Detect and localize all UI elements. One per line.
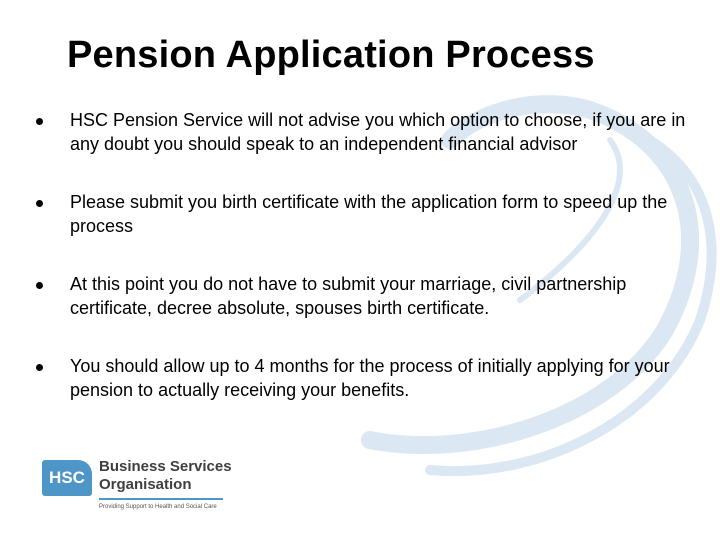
bullet-icon	[36, 200, 43, 207]
bullet-list	[36, 108, 708, 436]
logo-organisation-name	[99, 458, 234, 494]
list-item	[36, 272, 708, 320]
hsc-logo-mark: HSC	[42, 460, 92, 496]
bullet-text: Please submit you birth certificate with the application form to speed up the process	[70, 192, 668, 236]
list-item	[36, 108, 708, 156]
bullet-text: HSC Pension Service will not advise you which option to choose, if you are in any doubt you should speak to an independent financial advisor	[70, 110, 686, 154]
logo-name-line-1: Business Services	[99, 458, 232, 475]
bso-logo	[42, 458, 232, 518]
page-title: Pension Application Process	[67, 34, 595, 76]
bullet-icon	[36, 364, 43, 371]
bullet-icon	[36, 282, 43, 289]
list-item	[36, 354, 708, 402]
logo-divider	[99, 498, 223, 500]
list-item	[36, 190, 708, 238]
bullet-icon	[36, 118, 43, 125]
logo-tagline: Providing Support to Health and Social Care	[99, 504, 217, 510]
logo-name-line-2: Organisation	[99, 476, 192, 493]
bullet-text: At this point you do not have to submit your marriage, civil partnership certificate, decree absolute, spouses birth certificate.	[70, 274, 627, 318]
bullet-text: You should allow up to 4 months for the process of initially applying for your pension to actually receiving your benefits.	[70, 356, 670, 400]
